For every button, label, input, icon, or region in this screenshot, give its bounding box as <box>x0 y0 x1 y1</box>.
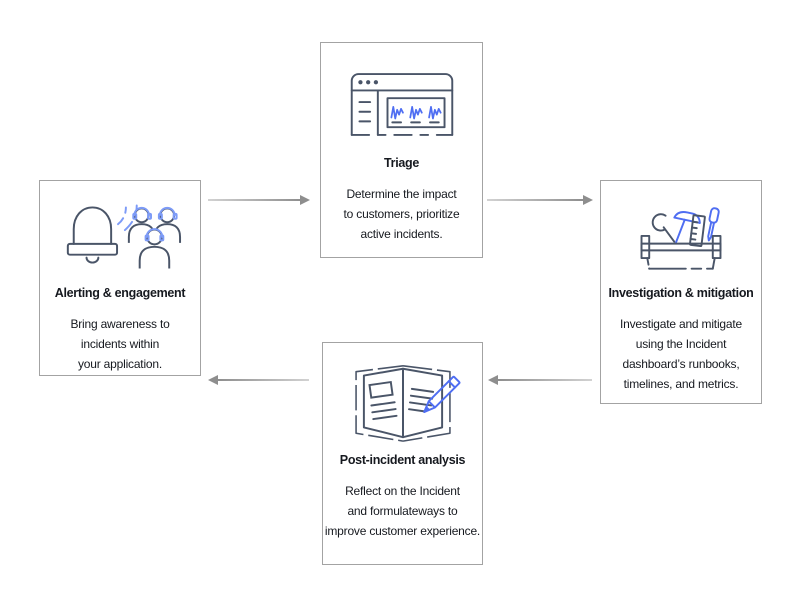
toolbox-tools-icon <box>629 194 733 274</box>
card-title: Triage <box>383 156 420 170</box>
arrow-triage-to-investigation <box>487 195 593 205</box>
card-body-line: active incidents. <box>360 227 443 241</box>
card-body-line: your application. <box>78 357 162 371</box>
arrow-head-icon <box>208 375 218 385</box>
arrow-line <box>487 199 584 201</box>
card-body <box>325 481 480 541</box>
card-investigation-mitigation <box>600 180 762 404</box>
metrics-dashboard-window-icon <box>344 61 460 147</box>
card-body-line: using the Incident <box>635 337 727 351</box>
arrow-line <box>497 379 592 381</box>
bell-headset-people-icon <box>57 194 183 274</box>
card-body-line: Bring awareness to <box>70 317 170 331</box>
card-body-line: timelines, and metrics. <box>623 377 739 391</box>
card-post-incident-analysis <box>322 342 483 565</box>
card-body <box>344 184 460 244</box>
arrow-line <box>217 379 309 381</box>
card-body-line: Investigate and mitigate <box>620 317 742 331</box>
icon-container <box>629 193 733 275</box>
card-body-line: Reflect on the Incident <box>345 484 460 498</box>
card-body-line: to customers, prioritize <box>343 207 460 221</box>
card-triage <box>320 42 483 258</box>
card-body-line: Determine the impact <box>346 187 457 201</box>
card-body-line: incidents within <box>80 337 160 351</box>
arrow-head-icon <box>300 195 310 205</box>
arrow-line <box>208 199 301 201</box>
card-body <box>70 314 169 374</box>
arrow-investigation-to-postincident <box>488 375 592 385</box>
icon-container <box>339 357 467 445</box>
open-book-pencil-icon <box>339 357 467 445</box>
card-body <box>620 314 742 394</box>
card-alerting-engagement <box>39 180 201 376</box>
card-body-line: dashboard’s runbooks, <box>622 357 740 371</box>
icon-container <box>344 61 460 147</box>
arrow-head-icon <box>583 195 593 205</box>
arrow-head-icon <box>488 375 498 385</box>
card-body-line: and formulateways to <box>347 504 458 518</box>
icon-container <box>57 193 183 275</box>
card-title: Post-incident analysis <box>339 453 466 467</box>
card-body-line: improve customer experience. <box>324 524 481 538</box>
arrow-alerting-to-triage <box>208 195 310 205</box>
card-title: Alerting & engagement <box>54 286 186 300</box>
card-title: Investigation & mitigation <box>608 286 754 300</box>
arrow-postincident-to-alerting <box>208 375 309 385</box>
